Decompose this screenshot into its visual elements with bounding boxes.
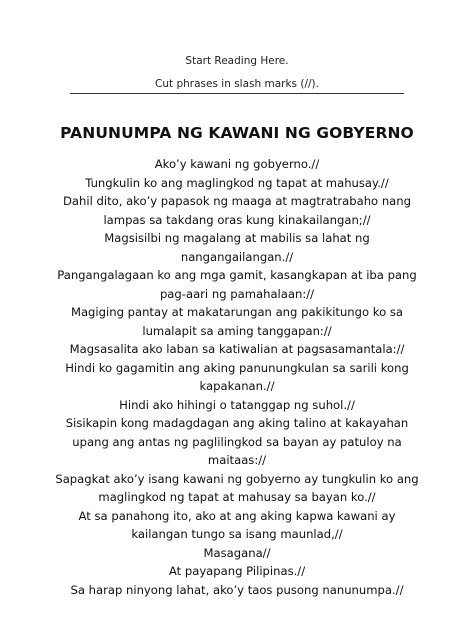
oath-line: nangangailangan.// [180, 249, 294, 264]
oath-line: Tungkulin ko ang maglingkod ng tapat at mahusay.// [85, 175, 389, 190]
oath-line: At sa panahong ito, ako at ang aking kapwa kawani ay [78, 508, 396, 523]
oath-line: Sapagkat ako’y isang kawani ng gobyerno ay tungkulin ko ang [55, 471, 419, 486]
oath-line: Sisikapin kong madagdagan ang aking talino at kakayahan [65, 416, 409, 430]
reading-instruction: Start Reading Here. [185, 55, 289, 67]
oath-line: kapakanan.// [199, 379, 275, 393]
oath-line: kailangan tungo sa isang maunlad,// [131, 527, 343, 541]
header-divider [70, 93, 404, 94]
oath-line: Magsasalita ako laban sa katiwalian at pagsasamantala:// [69, 342, 405, 356]
oath-text [0, 155, 474, 599]
oath-line: Hindi ko gagamitin ang aking panunungkulan sa sarili kong [65, 360, 409, 375]
oath-line: Sa harap ninyong lahat, ako’y taos pusong nanunumpa.// [70, 582, 404, 597]
document-title: PANUNUMPA NG KAWANI NG GOBYERNO [60, 124, 414, 142]
oath-line: Pangangalagaan ko ang mga gamit, kasangkapan at iba pang [57, 268, 417, 282]
oath-line: Magiging pantay at makatarungan ang pakikitungo ko sa [70, 305, 404, 319]
oath-line: lampas sa takdang oras kung kinakailangan;// [103, 212, 371, 227]
oath-line: lumalapit sa aming tanggapan:// [142, 323, 332, 338]
slash-mark-instruction: Cut phrases in slash marks (//). [155, 78, 319, 90]
oath-line: Magsisilbi ng magalang at mabilis sa lahat ng [104, 231, 370, 245]
oath-line: At payapang Pilipinas.// [168, 564, 306, 578]
oath-line: Hindi ako hihingi o tatanggap ng suhol.// [119, 397, 355, 412]
oath-line: maglingkod ng tapat at mahusay sa bayan ko.// [98, 490, 376, 504]
oath-line: maitaas:// [207, 453, 267, 467]
oath-line: Ako’y kawani ng gobyerno.// [154, 157, 320, 171]
oath-line: upang ang antas ng paglilingkod sa bayan ay patuloy na [72, 434, 402, 449]
oath-line: Dahil dito, ako’y papasok ng maaga at magtratrabaho nang [62, 194, 411, 208]
oath-line: pag-aari ng pamahalaan:// [159, 286, 315, 301]
oath-line: Masagana// [203, 545, 271, 560]
